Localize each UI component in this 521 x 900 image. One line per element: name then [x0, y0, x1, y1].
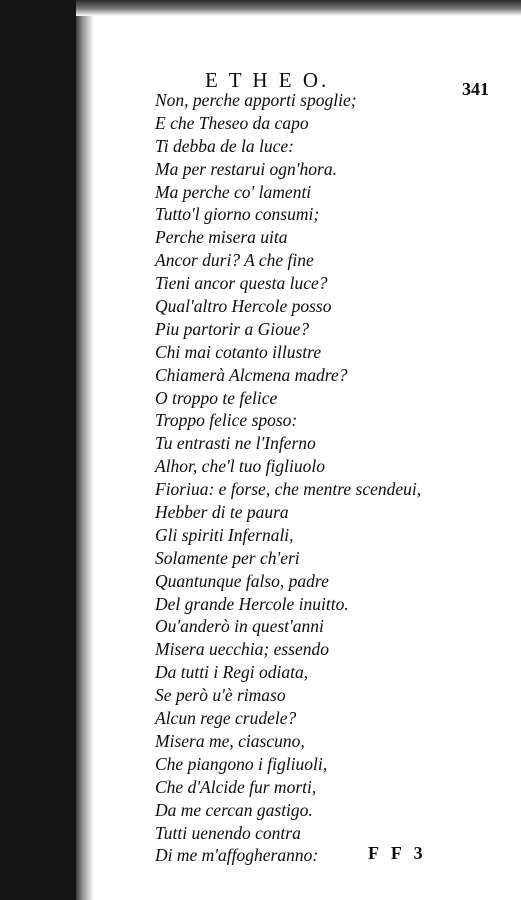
page-number: 341	[462, 79, 489, 99]
verse-line: Ma per restarui ogn'hora.	[155, 158, 337, 179]
verse-line: Ma perche co' lamenti	[155, 181, 312, 202]
verse-line: Chi mai cotanto illustre	[155, 341, 322, 362]
verse-line: Troppo felice sposo:	[155, 410, 298, 431]
verse-line: Del grande Hercole inuitto.	[155, 593, 349, 614]
running-head: E T H E O.	[205, 68, 330, 92]
verse-line: O troppo te felice	[155, 387, 278, 408]
verse-line: Gli spiriti Infernali,	[155, 524, 294, 545]
verse-line: Se però u'è rimaso	[155, 685, 286, 706]
verse-line: Tu entrasti ne l'Inferno	[155, 433, 316, 454]
verse-line: Qual'altro Hercole posso	[155, 296, 332, 317]
verse-line: Da tutti i Regi odiata,	[155, 662, 309, 683]
verse-line: Di me m'affogheranno:	[155, 845, 319, 866]
verse-line: Ancor duri? A che fine	[155, 250, 314, 271]
page-edge-shadow	[76, 0, 94, 900]
verse-list	[155, 89, 421, 867]
verse-line: Che piangono i figliuoli,	[155, 753, 328, 774]
verse-line: Fioriua: e forse, che mentre scendeui,	[155, 479, 422, 500]
binding-gutter	[0, 0, 76, 900]
verse-line: Da me cercan gastigo.	[155, 799, 313, 820]
verse-line: Ti debba de la luce:	[155, 135, 295, 156]
verse-line: Solamente per ch'eri	[155, 547, 300, 568]
verse-line: Tieni ancor questa luce?	[155, 273, 328, 294]
verse-line: Ou'anderò in quest'anni	[155, 616, 324, 637]
verse-line: Alcun rege crudele?	[155, 708, 297, 729]
verse-line: Piu partorir a Gioue?	[155, 318, 310, 339]
verse-line: Alhor, che'l tuo figliuolo	[155, 456, 325, 477]
verse-line: Quantunque falso, padre	[155, 570, 329, 591]
verse-line: Chiamerà Alcmena madre?	[155, 364, 348, 385]
verse-line: Tutto'l giorno consumi;	[155, 204, 320, 225]
verse-line: Misera uecchia; essendo	[155, 639, 329, 660]
verse-line: Non, perche apporti spoglie;	[155, 90, 357, 110]
top-margin-shadow	[76, 0, 521, 16]
verse-line: Tutti uenendo contra	[155, 822, 301, 843]
verse-line: Perche misera uita	[155, 227, 288, 248]
verse-line: Hebber di te paura	[155, 502, 289, 523]
verse-line: Misera me, ciascuno,	[155, 730, 305, 751]
verse-line: E che Theseo da capo	[155, 112, 309, 133]
verse-line: Che d'Alcide fur morti,	[155, 776, 317, 797]
signature-mark: F F 3	[368, 843, 427, 863]
